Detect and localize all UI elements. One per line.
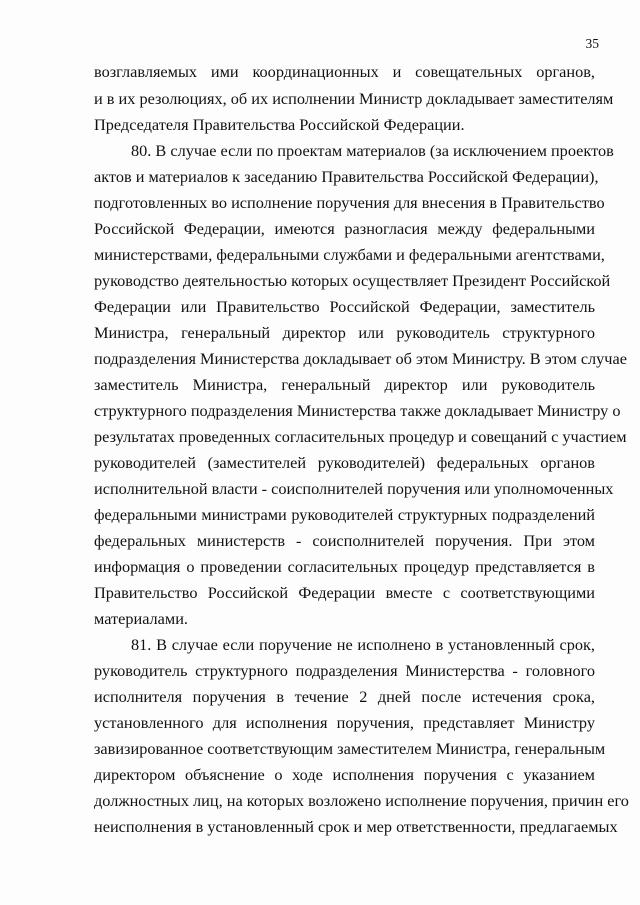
text-line: Федерации или Правительство Российской Федерации, заместитель xyxy=(94,297,595,316)
text-line: федеральных министерств - соисполнителей поручения. При этом xyxy=(94,531,595,550)
text-line: руководителей (заместителей руководителей) федеральных органов xyxy=(94,453,595,472)
text-line: информация о проведении согласительных процедур представляется в xyxy=(94,557,595,576)
text-line: возглавляемых ими координационных и совещательных органов, xyxy=(94,62,595,81)
text-line: Российской Федерации, имеются разногласия между федеральными xyxy=(94,219,595,238)
text-line: и в их резолюциях, об их исполнении Министр докладывает заместителям xyxy=(94,89,614,108)
text-line: структурного подразделения Министерства также докладывает Министру о xyxy=(94,401,621,420)
text-line: результатах проведенных согласительных процедур и совещаний с участием xyxy=(94,427,627,446)
text-line: исполнительной власти - соисполнителей поручения или уполномоченных xyxy=(94,479,614,498)
text-line: Правительство Российской Федерации вместе с соответствующими xyxy=(94,583,595,602)
text-line: должностных лиц, на которых возложено исполнение поручения, причин его xyxy=(94,791,629,810)
text-line: исполнителя поручения в течение 2 дней после истечения срока, xyxy=(94,687,595,706)
text-line: руководитель структурного подразделения Министерства - головного xyxy=(94,661,595,680)
text-line: министерствами, федеральными службами и федеральными агентствами, xyxy=(94,245,605,264)
text-line: материалами. xyxy=(94,609,188,628)
text-line: Министра, генеральный директор или руководитель структурного xyxy=(94,323,595,342)
text-line: заместитель Министра, генеральный директор или руководитель xyxy=(94,375,595,394)
text-line: завизированное соответствующим заместителем Министра, генеральным xyxy=(94,739,606,758)
text-line: подготовленных во исполнение поручения для внесения в Правительство xyxy=(94,193,605,212)
paragraph-80-first-line: 80. В случае если по проектам материалов (за исключением проектов xyxy=(131,141,614,160)
text-line: неисполнения в установленный срок и мер ответственности, предлагаемых xyxy=(94,817,618,836)
text-line: Председателя Правительства Российской Федерации. xyxy=(94,115,465,134)
text-line: подразделения Министерства докладывает об этом Министру. В этом случае xyxy=(94,349,627,368)
text-line: актов и материалов к заседанию Правительства Российской Федерации), xyxy=(94,167,599,186)
text-line: директором объяснение о ходе исполнения поручения с указанием xyxy=(94,765,595,784)
text-line: руководство деятельностью которых осуществляет Президент Российской xyxy=(94,271,611,290)
text-line: федеральными министрами руководителей структурных подразделений xyxy=(94,505,595,524)
page-number: 35 xyxy=(585,36,599,51)
paragraph-81-first-line: 81. В случае если поручение не исполнено в установленный срок, xyxy=(131,635,595,654)
text-line: установленного для исполнения поручения, представляет Министру xyxy=(94,713,595,732)
